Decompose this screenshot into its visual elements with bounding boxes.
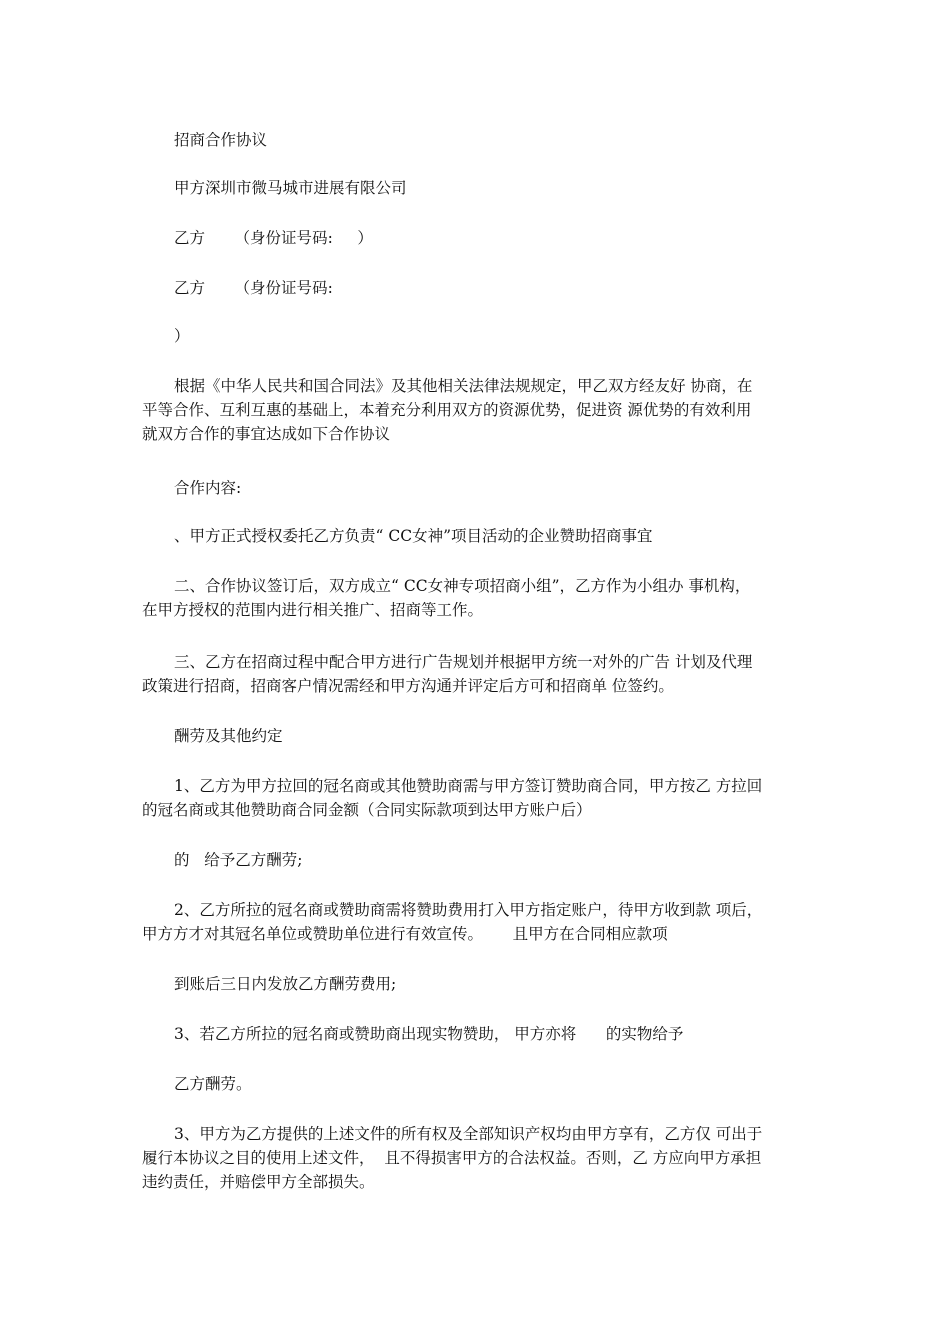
cooperation-item-2 xyxy=(142,574,822,622)
remuneration-item-1 xyxy=(142,774,822,822)
paragraph-line: 甲方方才对其冠名单位或赞助单位进行有效宣传。 且甲方在合同相应款项 xyxy=(142,925,668,943)
party-a-line: 甲方深圳市微马城市进展有限公司 xyxy=(174,179,407,197)
party-b-line-1: 乙方 （身份证号码: ） xyxy=(174,229,373,247)
remuneration-item-4 xyxy=(142,1122,822,1194)
paragraph-line: 二、合作协议签订后，双方成立“ CC女神专项招商小组”，乙方作为小组办 事机构， xyxy=(174,577,751,595)
paragraph-line: 履行本协议之目的使用上述文件， 且不得损害甲方的合法权益。否则，乙 方应向甲方承担 xyxy=(142,1149,762,1167)
paragraph-line: 1、乙方为甲方拉回的冠名商或其他赞助商需与甲方签订赞助商合同，甲方按乙 方拉回 xyxy=(174,777,763,795)
paragraph-line: 的冠名商或其他赞助商合同金额（合同实际款项到达甲方账户后） xyxy=(142,801,592,819)
preamble-line: 就双方合作的事宜达成如下合作协议 xyxy=(142,425,391,443)
cooperation-item-3 xyxy=(142,650,822,698)
cooperation-item-1: 、甲方正式授权委托乙方负责“ CC女神”项目活动的企业赞助招商事宜 xyxy=(174,527,653,545)
remuneration-item-1-continued: 的 给予乙方酬劳; xyxy=(174,851,303,869)
paragraph-line: 政策进行招商，招商客户情况需经和甲方沟通并评定后方可和招商单 位签约。 xyxy=(142,677,674,695)
paragraph-line: 3、甲方为乙方提供的上述文件的所有权及全部知识产权均由甲方享有，乙方仅 可出于 xyxy=(174,1125,763,1143)
paragraph-line: 2、乙方所拉的冠名商或赞助商需将赞助费用打入甲方指定账户，待甲方收到款 项后， xyxy=(174,901,763,919)
party-b-line-2: 乙方 （身份证号码: xyxy=(174,279,333,297)
remuneration-item-3-continued: 乙方酬劳。 xyxy=(174,1075,252,1093)
party-b-line-2-close: ） xyxy=(174,327,190,345)
paragraph-line: 违约责任，并赔偿甲方全部损失。 xyxy=(142,1173,375,1191)
preamble-line: 根据《中华人民共和国合同法》及其他相关法律法规规定，甲乙双方经友好 协商，在 xyxy=(174,377,753,395)
remuneration-item-2 xyxy=(142,898,822,946)
section-heading-cooperation: 合作内容: xyxy=(174,479,242,497)
document-title: 招商合作协议 xyxy=(174,131,268,149)
paragraph-line: 三、乙方在招商过程中配合甲方进行广告规划并根据甲方统一对外的广告 计划及代理 xyxy=(174,653,753,671)
paragraph-line: 在甲方授权的范围内进行相关推广、招商等工作。 xyxy=(142,601,484,619)
preamble-paragraph xyxy=(142,374,822,446)
section-heading-remuneration: 酬劳及其他约定 xyxy=(174,727,283,745)
remuneration-item-2-continued: 到账后三日内发放乙方酬劳费用; xyxy=(174,975,397,993)
remuneration-item-3: 3、若乙方所拉的冠名商或赞助商出现实物赞助， 甲方亦将 的实物给予 xyxy=(174,1025,684,1043)
preamble-line: 平等合作、互利互惠的基础上，本着充分利用双方的资源优势，促进资 源优势的有效利用 xyxy=(142,401,752,419)
